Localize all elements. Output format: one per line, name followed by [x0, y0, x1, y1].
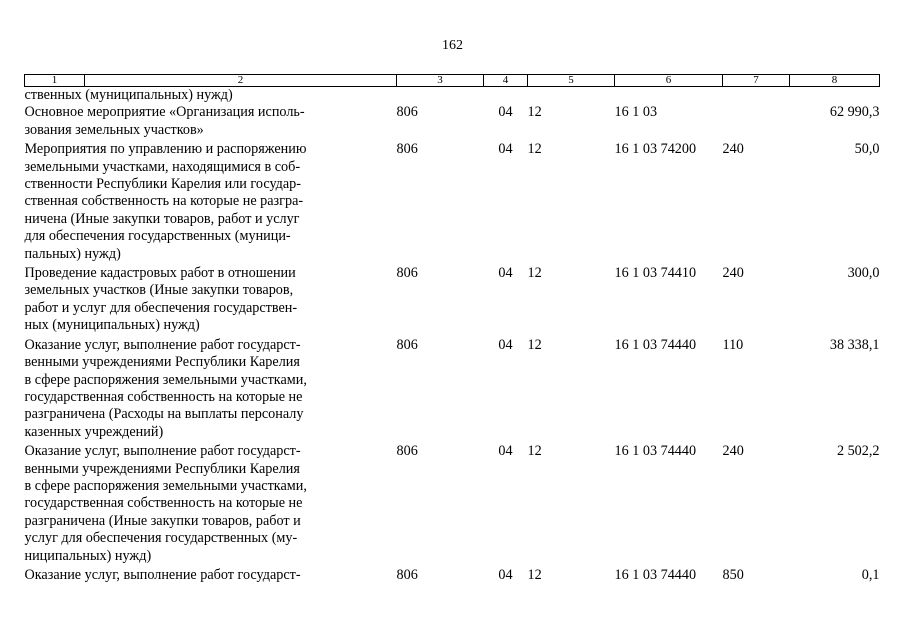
expense-name-cell	[25, 337, 397, 441]
amount-cell: 38 338,1	[829, 336, 880, 353]
expense-name-line: Проведение кадастровых работ в отношении	[24, 265, 296, 282]
expense-name-cell	[25, 141, 397, 263]
expense-name-line: ных (муниципальных) нужд)	[24, 317, 200, 334]
ministry-code-cell: 806	[396, 265, 418, 282]
column-header: 3	[397, 75, 484, 87]
amount-cell	[790, 87, 880, 105]
expense-name-line: зования земельных участков»	[24, 121, 204, 138]
subsection-code-cell: 12	[527, 443, 542, 460]
expense-name-line: казенных учреждений)	[24, 423, 164, 440]
expense-name-line: ничена (Иные закупки товаров, работ и услуг	[24, 210, 300, 227]
expense-type-cell	[723, 104, 790, 139]
subsection-code-cell	[528, 87, 615, 105]
column-number-header-row	[25, 75, 880, 87]
expense-name-cell	[25, 104, 397, 139]
amount-cell: 300,0	[847, 265, 880, 282]
column-header: 2	[85, 75, 397, 87]
ministry-code-cell	[397, 87, 484, 105]
expense-name-line: для обеспечения государственных (муници-	[24, 228, 291, 245]
column-header: 1	[25, 75, 85, 87]
expense-type-cell: 110	[722, 336, 744, 353]
table-row	[25, 104, 880, 139]
expense-name-line: венными учреждениями Республики Карелия	[24, 460, 300, 477]
expense-name-line: ственности Республики Карелия или государ-	[24, 176, 301, 193]
section-code-cell: 04	[498, 265, 513, 282]
ministry-code-cell: 806	[396, 443, 418, 460]
expense-name-line: в сфере распоряжения земельными участками,	[24, 477, 307, 494]
expense-name-cell	[25, 443, 397, 565]
table-row	[25, 337, 880, 441]
expense-type-cell: 240	[722, 443, 744, 460]
expense-type-cell: 240	[722, 141, 744, 158]
subsection-code-cell: 12	[527, 566, 542, 583]
section-code-cell: 04	[498, 141, 513, 158]
expense-name-line: разграничена (Расходы на выплаты персоналу	[24, 406, 304, 423]
ministry-code-cell: 806	[396, 104, 418, 121]
expense-name-line: Оказание услуг, выполнение работ государст-	[24, 443, 301, 460]
column-header: 5	[528, 75, 615, 87]
table-row	[25, 265, 880, 335]
column-header: 6	[615, 75, 723, 87]
target-article-cell: 16 1 03 74440	[614, 336, 697, 353]
section-code-cell	[484, 87, 528, 105]
ministry-code-cell: 806	[396, 336, 418, 353]
target-article-cell: 16 1 03 74200	[614, 141, 697, 158]
ministry-code-cell: 806	[396, 566, 418, 583]
expense-name-line: государственная собственность на которые не	[24, 495, 303, 512]
section-code-cell: 04	[498, 566, 513, 583]
amount-cell: 2 502,2	[836, 443, 880, 460]
subsection-code-cell: 12	[527, 141, 542, 158]
expense-name-line: Основное мероприятие «Организация исполь-	[24, 104, 305, 121]
table-row	[25, 141, 880, 263]
subsection-code-cell: 12	[527, 265, 542, 282]
target-article-cell: 16 1 03 74440	[614, 566, 697, 583]
ministry-code-cell: 806	[396, 141, 418, 158]
subsection-code-cell: 12	[527, 336, 542, 353]
expense-name-line: ниципальных) нужд)	[24, 547, 152, 564]
expense-name-line: пальных) нужд)	[24, 245, 121, 262]
target-article-cell	[615, 87, 723, 105]
table-row	[25, 567, 880, 584]
expense-name-line: ственная собственность на которые не разгра-	[24, 193, 304, 210]
column-header: 7	[723, 75, 790, 87]
expense-name-line: разграничена (Иные закупки товаров, работ и	[24, 512, 301, 529]
expense-name-line: государственная собственность на которые не	[24, 388, 303, 405]
page-number: 162	[442, 38, 463, 53]
expense-type-cell	[723, 87, 790, 105]
table-row	[25, 87, 880, 105]
expense-type-cell: 850	[722, 566, 744, 583]
expense-name-line: венными учреждениями Республики Карелия	[24, 354, 300, 371]
expense-name-line: земельными участками, находящимися в соб-	[24, 158, 301, 175]
expense-name-line: работ и услуг для обеспечения государствен-	[24, 299, 298, 316]
amount-cell: 62 990,3	[829, 104, 880, 121]
amount-cell: 0,1	[861, 566, 880, 583]
expense-type-cell: 240	[722, 265, 744, 282]
expense-name-line: Мероприятия по управлению и распоряжению	[24, 141, 307, 158]
amount-cell: 50,0	[854, 141, 880, 158]
table-row	[25, 443, 880, 565]
expense-name-line: услуг для обеспечения государственных (му-	[24, 530, 298, 547]
budget-table	[24, 74, 880, 584]
expense-name-cell	[25, 87, 397, 105]
expense-name-cell	[25, 265, 397, 335]
target-article-cell: 16 1 03 74410	[614, 265, 697, 282]
subsection-code-cell: 12	[527, 104, 542, 121]
target-article-cell: 16 1 03	[614, 104, 658, 121]
expense-name-line: земельных участков (Иные закупки товаров,	[24, 282, 294, 299]
column-header: 8	[790, 75, 880, 87]
section-code-cell: 04	[498, 336, 513, 353]
expense-name-line: в сфере распоряжения земельными участками,	[24, 371, 307, 388]
expense-name-cell	[25, 567, 397, 584]
section-code-cell: 04	[498, 104, 513, 121]
expense-name-line: Оказание услуг, выполнение работ государст-	[24, 336, 301, 353]
section-code-cell: 04	[498, 443, 513, 460]
expense-name-line: Оказание услуг, выполнение работ государст-	[24, 566, 301, 583]
target-article-cell: 16 1 03 74440	[614, 443, 697, 460]
table-body	[25, 87, 880, 585]
column-header: 4	[484, 75, 528, 87]
expense-name-line: ственных (муниципальных) нужд)	[24, 87, 233, 103]
